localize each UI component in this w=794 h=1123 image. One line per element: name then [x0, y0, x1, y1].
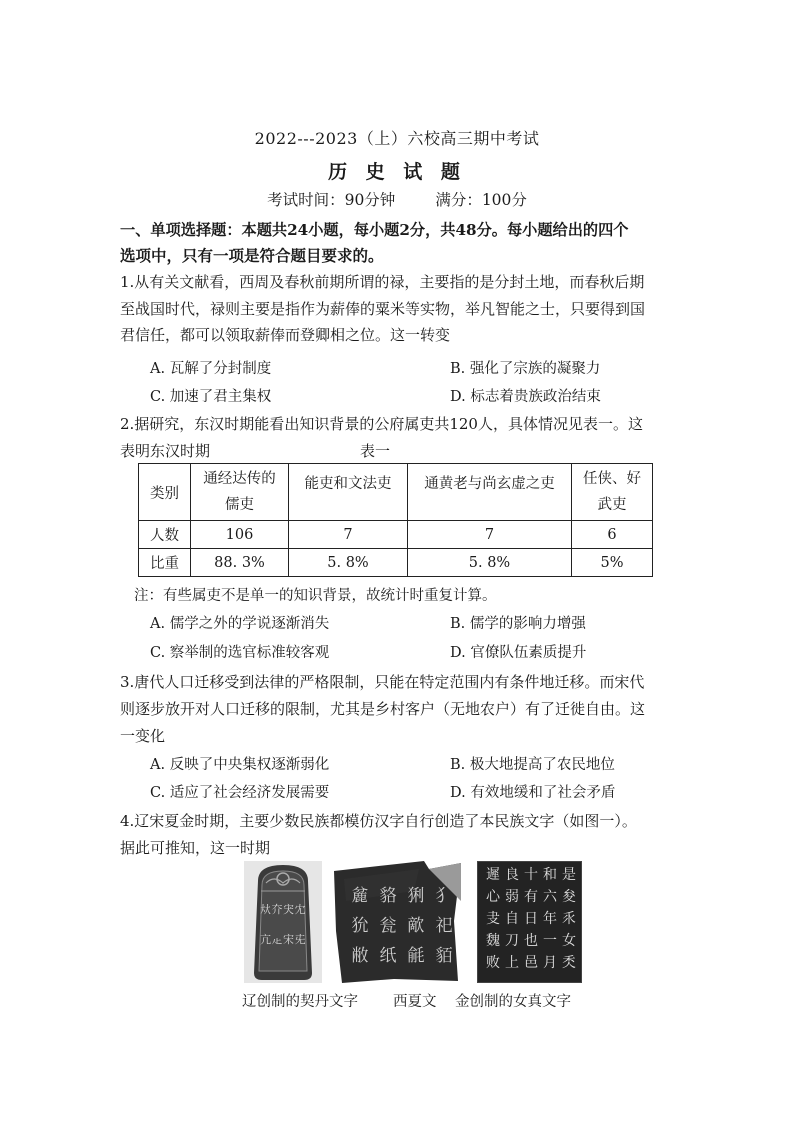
table-row-label: 人数: [139, 521, 191, 549]
table-note: 注：有些属吏不是单一的知识背景，故统计时重复计算。: [134, 588, 497, 604]
jurchen-script-image: [477, 861, 582, 983]
table-header-ruli: 通经达传的 儒吏: [191, 464, 289, 521]
script-glyph: 祀: [435, 916, 453, 936]
caption-xixia: 西夏文: [393, 994, 437, 1010]
q1-line2: 至战国时代，禄则主要是指作为薪俸的粟米等实物，举凡智能之士，只要得到国: [120, 300, 646, 318]
table-cell: 88. 3%: [191, 549, 289, 577]
q2-option-c: C. 察举制的选官标准较客观: [150, 645, 330, 661]
script-glyph: 猁: [407, 886, 425, 906]
table-cell: 5. 8%: [408, 549, 572, 577]
subject-title: 历 史 试 题: [328, 161, 466, 183]
exam-time: 考试时间：90分钟: [267, 191, 396, 209]
script-glyph: 上: [505, 955, 519, 971]
q2-option-a: A. 儒学之外的学说逐渐消失: [150, 616, 330, 632]
caption-khitan: 辽创制的契丹文字: [242, 994, 358, 1010]
script-glyph: 月: [543, 955, 557, 971]
script-glyph: 犭: [435, 886, 453, 906]
q1-option-a: A. 瓦解了分封制度: [150, 361, 272, 377]
q3-line3: 一变化: [120, 727, 166, 745]
script-glyph: 弱: [505, 889, 519, 905]
script-glyph: 宊: [283, 903, 294, 916]
q2-option-b: B. 儒学的影响力增强: [450, 616, 586, 632]
table-cell: 6: [572, 521, 653, 549]
q4-line1: 4.辽宋夏金时期，主要少数民族都模仿汉字自行创造了本民族文字（如图一）。: [120, 812, 637, 830]
q1-option-b: B. 强化了宗族的凝聚力: [450, 361, 601, 377]
script-glyph: 刀: [505, 933, 519, 949]
q2-line2: 表明东汉时期: [120, 442, 211, 460]
table-row: [139, 521, 653, 549]
script-glyph: 日: [524, 911, 538, 927]
table-row-label: 比重: [139, 549, 191, 577]
script-glyph: 有: [524, 889, 538, 905]
table-header-category: 类别: [139, 464, 191, 521]
khitan-script-image: [244, 861, 322, 983]
script-glyph: 敝: [351, 946, 369, 966]
script-glyph: 良: [505, 867, 519, 883]
script-glyph: 狁: [351, 916, 369, 936]
q3-line1: 3.唐代人口迁移受到法律的严格限制，只能在特定范围内有条件地迁移。而宋代: [120, 673, 645, 691]
script-glyph: 貉: [379, 886, 397, 906]
exam-title: 2022---2023（上）六校高三期中考试: [254, 129, 540, 148]
script-glyph: 女: [562, 933, 576, 949]
q1-line1: 1.从有关文献看，西周及春秋前期所谓的禄，主要指的是分封土地，而春秋后期: [120, 273, 645, 291]
script-glyph: 邑: [524, 955, 538, 971]
script-glyph: 是: [562, 867, 576, 883]
script-glyph: 纸: [379, 946, 397, 966]
q1-option-d: D. 标志着贵族政治结束: [450, 389, 601, 405]
script-glyph: 兂: [294, 933, 306, 946]
table-cell: 106: [191, 521, 289, 549]
q3-option-d: D. 有效地缓和了社会矛盾: [450, 785, 616, 801]
script-glyph: 也: [524, 933, 538, 949]
q1-line3: 君信任，都可以领取薪俸而登卿相之位。这一转变: [120, 326, 451, 344]
table-header-renxia: 任侠、好 武吏: [572, 464, 653, 521]
script-glyph: 夶: [260, 903, 271, 916]
script-glyph: 一: [543, 933, 557, 949]
q3-option-b: B. 极大地提高了农民地位: [450, 757, 615, 773]
table-cell: 5. 8%: [289, 549, 408, 577]
script-glyph: 败: [486, 955, 500, 971]
q3-option-a: A. 反映了中央集权逐渐弱化: [150, 757, 330, 773]
script-glyph: 毹: [407, 946, 425, 966]
q2-line1: 2.据研究，东汉时期能看出知识背景的公府属吏共120人，具体情况见表一。这: [120, 415, 643, 433]
script-glyph: 貊: [435, 946, 453, 966]
q4-line2: 据此可推知，这一时期: [120, 839, 271, 857]
script-glyph: 夋: [562, 889, 576, 905]
table-cell: 7: [408, 521, 572, 549]
script-glyph: 年: [543, 911, 557, 927]
script-glyph: 亢: [260, 933, 271, 946]
script-glyph: 遲: [486, 867, 500, 883]
script-glyph: 心: [486, 889, 500, 905]
section-heading-line2: 选项中，只有一项是符合题目要求的。: [120, 246, 384, 265]
table-row: [139, 549, 653, 577]
script-glyph: 六: [543, 889, 557, 905]
script-glyph: 冘: [294, 903, 306, 916]
script-glyph: 魏: [486, 933, 500, 949]
table-caption: 表一: [360, 442, 391, 460]
table-cell: 7: [289, 521, 408, 549]
khitan-seal-illustration: [244, 861, 322, 983]
exam-info: [0, 188, 794, 210]
caption-jurchen: 金创制的女真文字: [455, 994, 571, 1010]
script-glyph: 龰: [271, 933, 283, 946]
exam-score: 满分：100分: [435, 191, 527, 209]
xixia-script-image: [334, 861, 461, 983]
script-glyph: 瓮: [379, 916, 397, 936]
section-heading-line1: 一、单项选择题：本题共24小题，每小题2分，共48分。每小题给出的四个: [120, 221, 629, 239]
script-glyph: 歒: [407, 916, 425, 936]
table-header-nengli: 能吏和文法吏: [289, 464, 408, 521]
script-glyph: 宋: [283, 933, 294, 946]
xixia-stele-illustration: [334, 861, 461, 983]
script-glyph: 叏: [486, 911, 500, 927]
script-glyph: 自: [505, 911, 519, 927]
q2-option-d: D. 官僚队伍素质提升: [450, 645, 587, 661]
stats-table: [138, 463, 653, 577]
table-cell: 5%: [572, 549, 653, 577]
q3-line2: 则逐步放开对人口迁移的限制，尤其是乡村客户（无地农户）有了迁徙自由。这: [120, 700, 646, 718]
q3-option-c: C. 适应了社会经济发展需要: [150, 785, 330, 801]
jurchen-glyph-group: [486, 867, 576, 971]
q1-option-c: C. 加速了君主集权: [150, 389, 272, 405]
script-glyph: 乑: [562, 911, 576, 927]
script-glyph: 和: [543, 867, 557, 883]
jurchen-rubbing-illustration: [477, 861, 582, 983]
script-glyph: 十: [524, 867, 538, 883]
script-glyph: 夰: [271, 903, 283, 916]
table-header-huanglao: 通黄老与尚玄虚之吏: [408, 464, 572, 521]
script-glyph: 秂: [562, 955, 576, 971]
script-glyph: 麄: [351, 886, 369, 906]
